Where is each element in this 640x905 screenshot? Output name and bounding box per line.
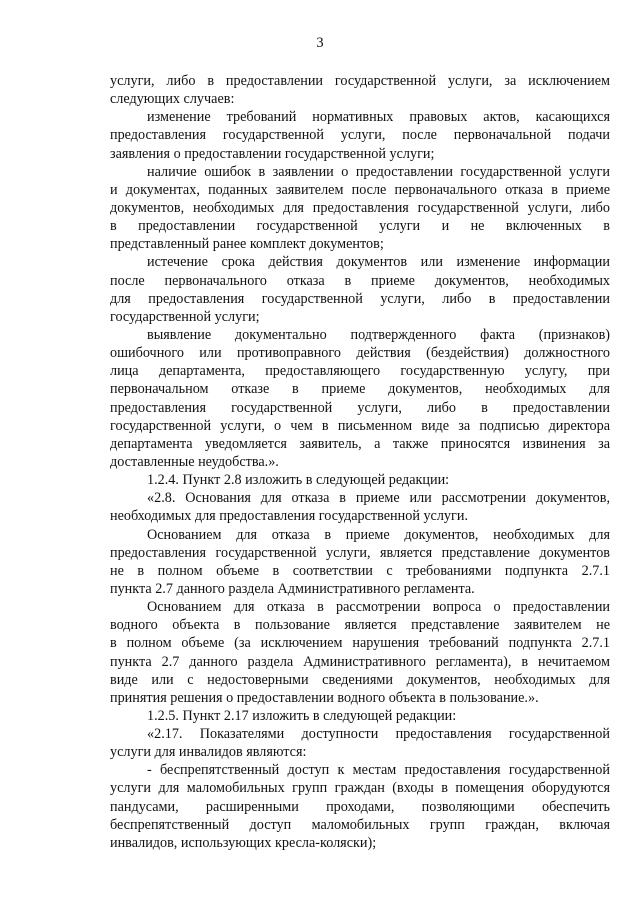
text-line: в полном объеме (за исключением нарушения требований подпункта 2.7.1 — [110, 635, 610, 652]
text-line: и документах, поданных заявителем после первоначального отказа в приеме — [110, 181, 610, 198]
text-line: государственной услуги; — [110, 308, 260, 325]
text-line: первоначальном отказе в приеме документов, необходимых для — [110, 381, 610, 398]
text-line: пункта 2.7 данного раздела Административного регламента. — [110, 580, 475, 597]
text-line: принятия решения о предоставлении водного объекта в пользование.». — [110, 689, 539, 706]
text-line: доставленные неудобства.». — [110, 453, 279, 470]
text-line: водного объекта в пользование является представление заявителем не — [110, 617, 610, 634]
text-line: необходимых для предоставления государственной услуги. — [110, 508, 468, 525]
text-line: предоставления государственной услуги, либо в предоставлении — [110, 399, 610, 416]
text-line: виде или с недостоверными сведениями документов, необходимых для — [110, 671, 610, 688]
text-line: представленный ранее комплект документов; — [110, 236, 384, 253]
text-line: Основанием для отказа в рассмотрении вопроса о предоставлении — [147, 599, 610, 616]
text-line: следующих случаев: — [110, 91, 235, 108]
text-line: услуги, либо в предоставлении государственной услуги, за исключением — [110, 73, 610, 89]
text-line: предоставления государственной услуги, является представление документов — [110, 544, 610, 561]
text-line: предоставления государственной услуги, после первоначальной подачи — [110, 127, 610, 144]
text-line: документов, необходимых для предоставления государственной услуги, либо — [110, 199, 610, 216]
text-line: после первоначального отказа в приеме документов, необходимых — [110, 272, 610, 289]
text-line: ошибочного или противоправного действия (бездействия) должностного — [110, 345, 610, 362]
text-line: 1.2.5. Пункт 2.17 изложить в следующей редакции: — [147, 707, 457, 724]
text-line: наличие ошибок в заявлении о предоставлении государственной услуги — [147, 163, 610, 180]
text-line: заявления о предоставлении государственной услуги; — [110, 145, 435, 162]
text-line: «2.8. Основания для отказа в приеме или рассмотрении документов, — [147, 490, 610, 507]
text-line: услуги для маломобильных групп граждан (входы в помещения оборудуются — [110, 780, 610, 797]
text-line: департамента уведомляется заявитель, а также приносятся извинения за — [110, 435, 610, 452]
text-line: в предоставлении государственной услуги и не включенных в — [110, 218, 610, 235]
text-line: пандусами, расширенными проходами, позволяющими обеспечить — [110, 798, 610, 815]
page-number: 3 — [316, 35, 324, 51]
document-body — [110, 72, 610, 852]
text-line: инвалидов, использующих кресла-коляски); — [110, 834, 377, 851]
text-line: не в полном объеме в соответствии с требованиями подпункта 2.7.1 — [110, 562, 610, 579]
text-line: 1.2.4. Пункт 2.8 изложить в следующей редакции: — [147, 472, 450, 489]
text-line: для предоставления государственной услуги, либо в предоставлении — [110, 290, 610, 307]
text-line: выявление документально подтвержденного факта (признаков) — [147, 326, 610, 343]
text-line: изменение требований нормативных правовых актов, касающихся — [147, 109, 610, 126]
text-line: истечение срока действия документов или изменение информации — [147, 254, 610, 271]
text-line: услуги для инвалидов являются: — [110, 744, 307, 761]
text-line: «2.17. Показателями доступности предоставления государственной — [147, 726, 610, 743]
text-line: - беспрепятственный доступ к местам предоставления государственной — [147, 762, 610, 779]
text-line: лица департамента, предоставляющего государственную услугу, при — [110, 363, 610, 380]
text-line: государственной услуги, о чем в письменном виде за подписью директора — [110, 417, 610, 434]
text-line: Основанием для отказа в приеме документов, необходимых для — [147, 526, 610, 543]
text-line: пункта 2.7 данного раздела Административного регламента), в нечитаемом — [110, 653, 610, 670]
text-line: беспрепятственный доступ маломобильных групп граждан, включая — [110, 816, 610, 833]
